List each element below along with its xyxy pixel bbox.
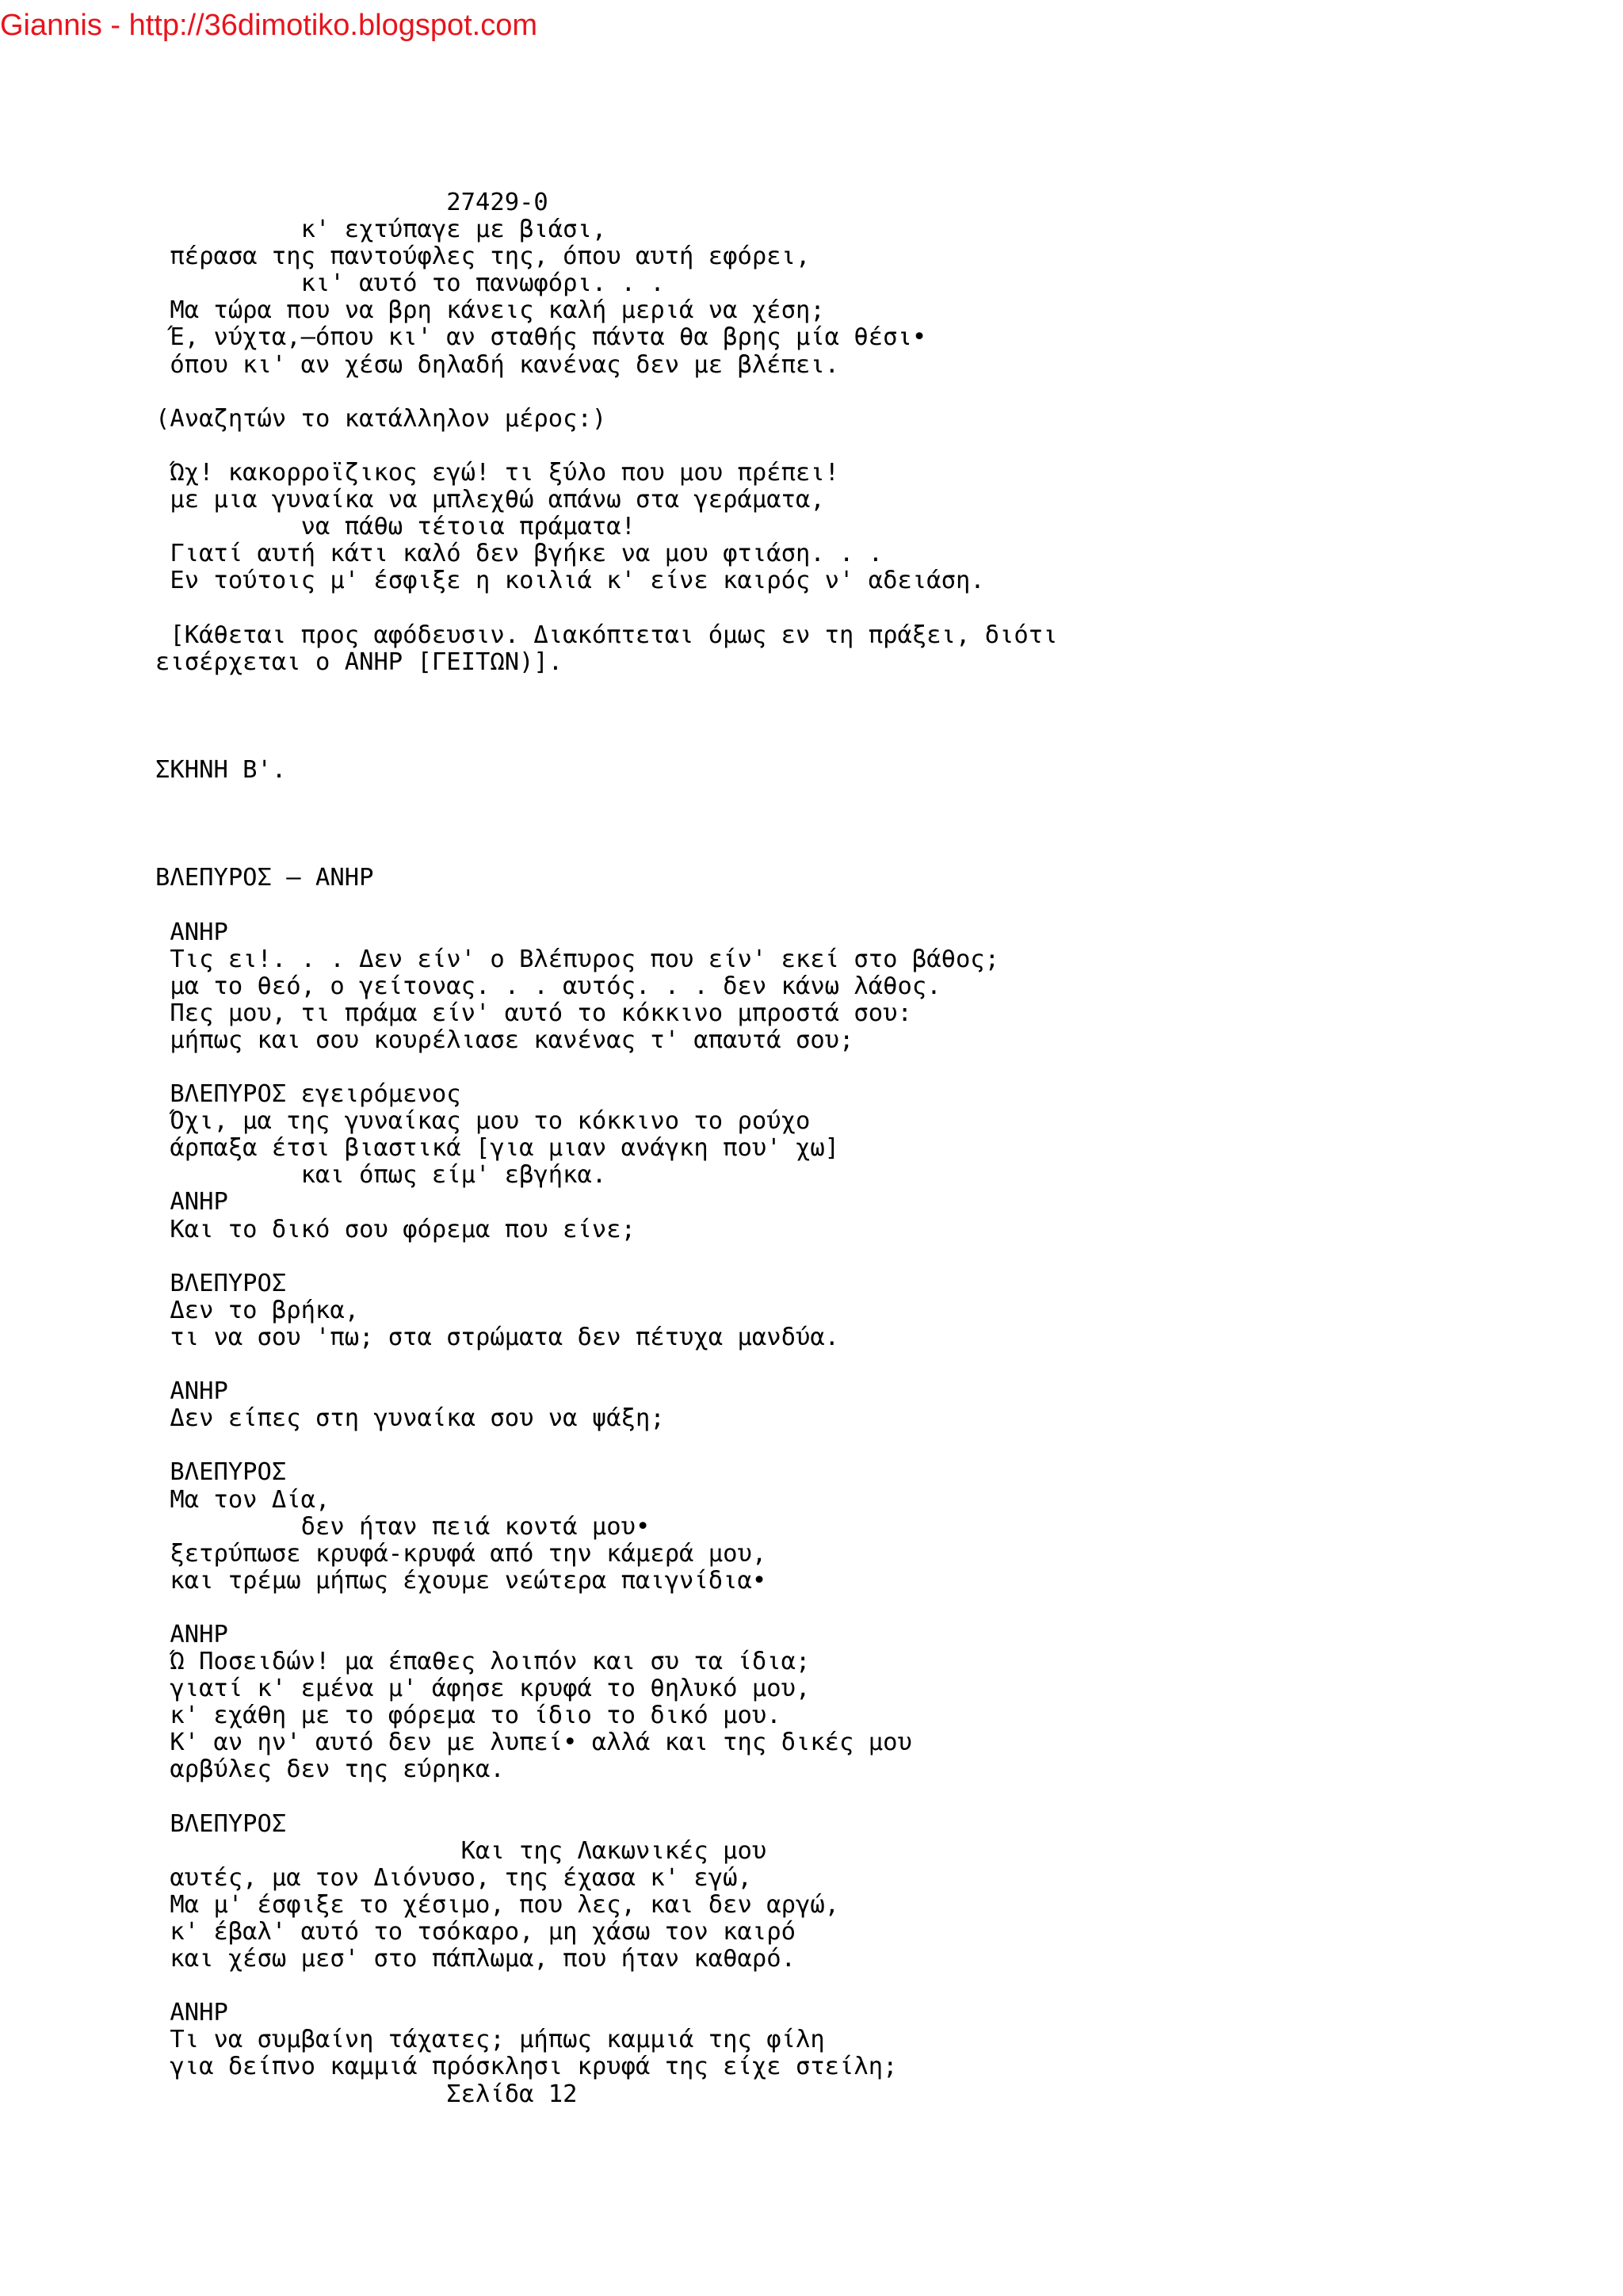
- text-line: δεν ήταν πειά κοντά μου•: [155, 1512, 651, 1541]
- text-line: [155, 1595, 1598, 1622]
- text-line: ξετρύπωσε κρυφά-κρυφά από την κάμερά μου,: [155, 1539, 767, 1568]
- text-line: πέρασα της παντούφλες της, όπου αυτή εφόρει,: [155, 243, 811, 271]
- text-line: και χέσω μεσ' στο πάπλωμα, που ήταν καθαρό.: [155, 1945, 796, 1973]
- text-line: μήπως και σου κουρέλιασε κανένας τ' απαυτά σου;: [155, 1026, 854, 1054]
- text-line: (Αναζητών το κατάλληλον μέρος:): [155, 404, 607, 433]
- text-line: Μα τον Δία,: [155, 1485, 330, 1514]
- text-line: κ' εχτύπαγε με βιάσι,: [155, 216, 607, 244]
- text-line: για δείπνο καμμιά πρόσκλησι κρυφά της είχε στείλη;: [155, 2053, 898, 2081]
- text-line: Και το δικό σου φόρεμα που είνε;: [155, 1215, 636, 1244]
- text-line: [155, 703, 1598, 730]
- text-line: Μα μ' έσφιξε το χέσιμο, που λες, και δεν αργώ,: [155, 1890, 840, 1919]
- text-line: Ώχ! κακορροϊζικος εγώ! τι ξύλο που μου πρέπει!: [155, 458, 840, 487]
- text-line: κι' αυτό το πανωφόρι. . .: [155, 269, 665, 298]
- text-line: [155, 379, 1598, 406]
- text-line: ΑΝΗΡ: [155, 1377, 228, 1406]
- text-line: Δεν το βρήκα,: [155, 1296, 360, 1324]
- document-body: [155, 189, 1598, 2108]
- text-line: [155, 1973, 1598, 2000]
- text-line: Μα τώρα που να βρη κάνεις καλή μεριά να χέση;: [155, 296, 825, 325]
- document-code: 27429-0: [155, 189, 548, 216]
- text-line: Όχι, μα της γυναίκας μου το κόκκινο το ρούχο: [155, 1107, 811, 1136]
- text-line: [155, 594, 1598, 621]
- text-line: και όπως είμ' εβγήκα.: [155, 1161, 607, 1190]
- text-line: ΒΛΕΠΥΡΟΣ: [155, 1809, 287, 1838]
- text-line: αυτές, μα τον Διόνυσο, της έχασα κ' εγώ,: [155, 1863, 752, 1892]
- text-line: κ' εχάθη με το φόρεμα το ίδιο το δικό μου.: [155, 1702, 781, 1730]
- text-line: Δεν είπες στη γυναίκα σου να ψάξη;: [155, 1404, 665, 1433]
- text-line: γιατί κ' εμένα μ' άφησε κρυφά το θηλυκό μου,: [155, 1675, 811, 1703]
- text-line: [155, 1244, 1598, 1270]
- text-line: ΑΝΗΡ: [155, 1999, 228, 2027]
- text-line: ΑΝΗΡ: [155, 1188, 228, 1217]
- text-line: άρπαξα έτσι βιαστικά [για μιαν ανάγκη που' χω]: [155, 1134, 840, 1163]
- text-line: [155, 676, 1598, 703]
- text-line: [155, 730, 1598, 757]
- text-line: [155, 838, 1598, 865]
- text-line: ΣΚΗΝΗ Β'.: [155, 755, 287, 784]
- text-line: Έ, νύχτα,—όπου κι' αν σταθής πάντα θα βρης μία θέσι•: [155, 323, 927, 352]
- text-line: όπου κι' αν χέσω δηλαδή κανένας δεν με βλέπει.: [155, 350, 840, 379]
- text-line: κ' έβαλ' αυτό το τσόκαρο, μη χάσω τον καιρό: [155, 1918, 796, 1946]
- text-line: [155, 1432, 1598, 1459]
- text-line: [155, 892, 1598, 919]
- text-line: ΑΝΗΡ: [155, 918, 228, 946]
- text-line: [155, 433, 1598, 460]
- text-line: [Κάθεται προς αφόδευσιν. Διακόπτεται όμως εν τη πράξει, διότι: [155, 621, 1058, 649]
- text-line: ΒΛΕΠΥΡΟΣ — ΑΝΗΡ: [155, 864, 374, 892]
- text-line: Και της Λακωνικές μου: [155, 1836, 767, 1865]
- text-line: αρβύλες δεν της εύρηκα.: [155, 1755, 505, 1784]
- text-line: Εν τούτοις μ' έσφιξε η κοιλιά κ' είνε καιρός ν' αδειάση.: [155, 567, 985, 595]
- page-number: Σελίδα 12: [155, 2080, 578, 2108]
- text-line: ΑΝΗΡ: [155, 1620, 228, 1648]
- text-line: ΒΛΕΠΥΡΟΣ: [155, 1269, 287, 1297]
- text-line: τι να σου 'πω; στα στρώματα δεν πέτυχα μανδύα.: [155, 1323, 840, 1351]
- text-line: [155, 1351, 1598, 1378]
- text-line: Τι να συμβαίνη τάχατες; μήπως καμμιά της φίλη: [155, 2026, 825, 2054]
- text-line: με μια γυναίκα να μπλεχθώ απάνω στα γεράματα,: [155, 486, 825, 514]
- text-line: Τις ει!. . . Δεν είν' ο Βλέπυρος που είν' εκεί στο βάθος;: [155, 945, 1000, 973]
- text-line: ΒΛΕΠΥΡΟΣ εγειρόμενος: [155, 1080, 461, 1109]
- text-line: να πάθω τέτοια πράματα!: [155, 513, 636, 541]
- text-line: Κ' αν ην' αυτό δεν με λυπεί• αλλά και της δικές μου: [155, 1729, 912, 1757]
- text-line: Γιατί αυτή κάτι καλό δεν βγήκε να μου φτιάση. . .: [155, 540, 884, 568]
- text-line: ΒΛΕΠΥΡΟΣ: [155, 1458, 287, 1487]
- text-line: [155, 784, 1598, 811]
- text-line: εισέρχεται ο ΑΝΗΡ [ΓΕΙΤΩΝ)].: [155, 648, 563, 676]
- header-blog-link[interactable]: Giannis - http://36dimotiko.blogspot.com: [0, 9, 538, 42]
- text-line: [155, 811, 1598, 838]
- text-line: μα το θεό, ο γείτονας. . . αυτός. . . δεν κάνω λάθος.: [155, 972, 941, 1000]
- text-line: και τρέμω μήπως έχουμε νεώτερα παιγνίδια•: [155, 1566, 767, 1595]
- text-line: Ώ Ποσειδών! μα έπαθες λοιπόν και συ τα ίδια;: [155, 1648, 811, 1676]
- text-line: Πες μου, τι πράμα είν' αυτό το κόκκινο μπροστά σου:: [155, 999, 912, 1027]
- text-line: [155, 1784, 1598, 1811]
- text-line: [155, 1054, 1598, 1081]
